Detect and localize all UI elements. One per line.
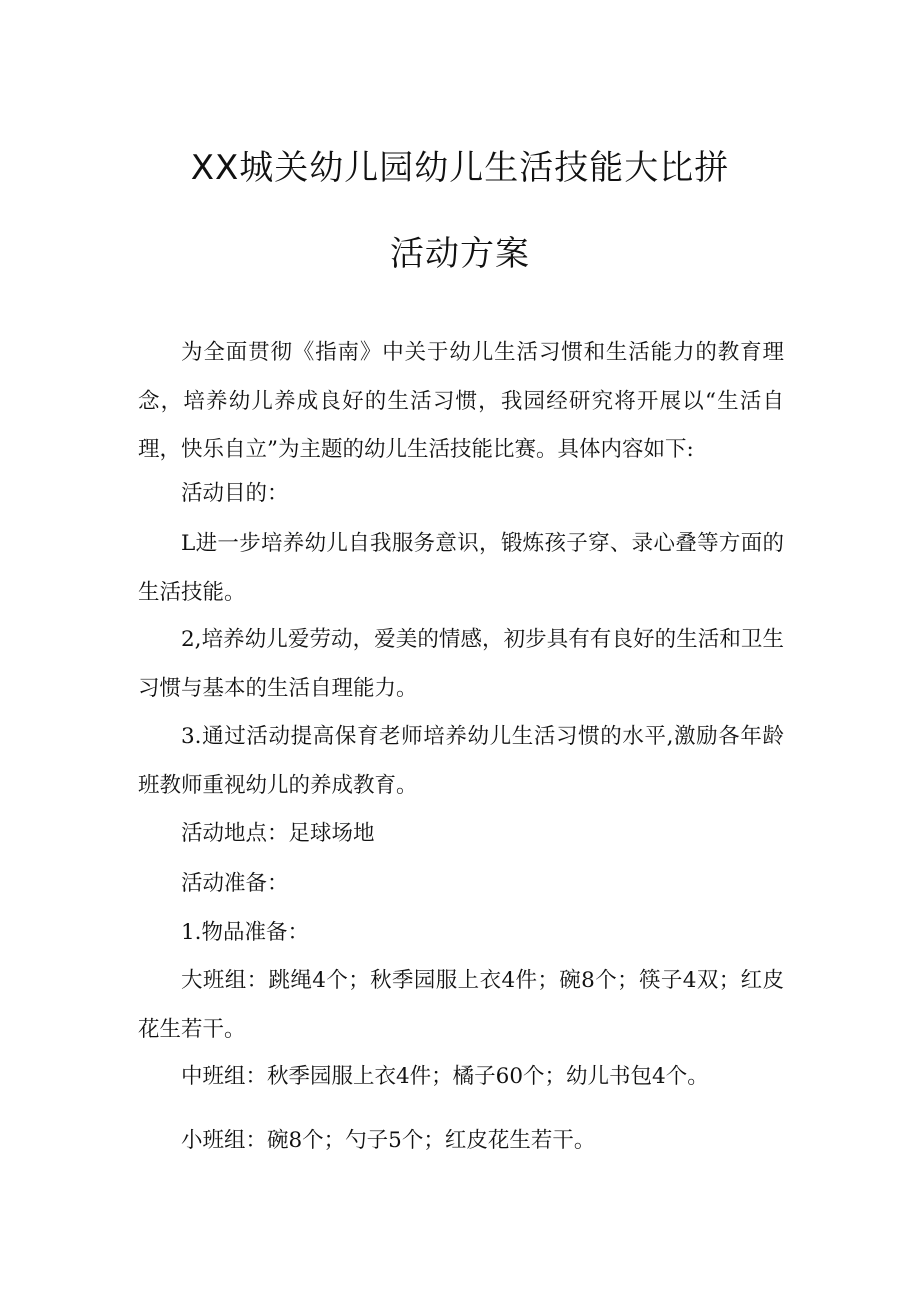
document-title-line-1: XX城关幼儿园幼儿生活技能大比拼 (190, 148, 730, 188)
preparation-item-1-heading: 1.物品准备： (181, 920, 310, 945)
document-title-line-2: 活动方案 (390, 234, 530, 274)
purpose-item-3: 3.通过活动提高保育老师培养幼儿生活习惯的水平,激励各年龄班教师重视幼儿的养成教育。 (138, 724, 784, 798)
preparation-junior-class: 小班组：碗8个；勺子5个；红皮花生若干。 (181, 1128, 596, 1153)
purpose-item-2: 2,培养幼儿爱劳动，爱美的情感，初步具有有良好的生活和卫生习惯与基本的生活自理能力。 (138, 627, 784, 701)
intro-paragraph: 为全面贯彻《指南》中关于幼儿生活习惯和生活能力的教育理念，培养幼儿养成良好的生活习惯，我园经研究将开展以“生活自理，快乐自立”为主题的幼儿生活技能比赛。具体内容如下: (138, 340, 784, 462)
preparation-middle-class: 中班组：秋季园服上衣4件；橘子60个；幼儿书包4个。 (181, 1064, 709, 1089)
section-heading-preparation: 活动准备： (181, 871, 289, 896)
purpose-item-1: L进一步培养幼儿自我服务意识，锻炼孩子穿、录心叠等方面的生活技能。 (138, 531, 784, 605)
section-location: 活动地点：足球场地 (181, 821, 375, 846)
preparation-senior-class: 大班组：跳绳4个；秋季园服上衣4件；碗8个；筷子4双；红皮花生若干。 (138, 968, 784, 1042)
section-heading-purpose: 活动目的： (181, 481, 289, 506)
